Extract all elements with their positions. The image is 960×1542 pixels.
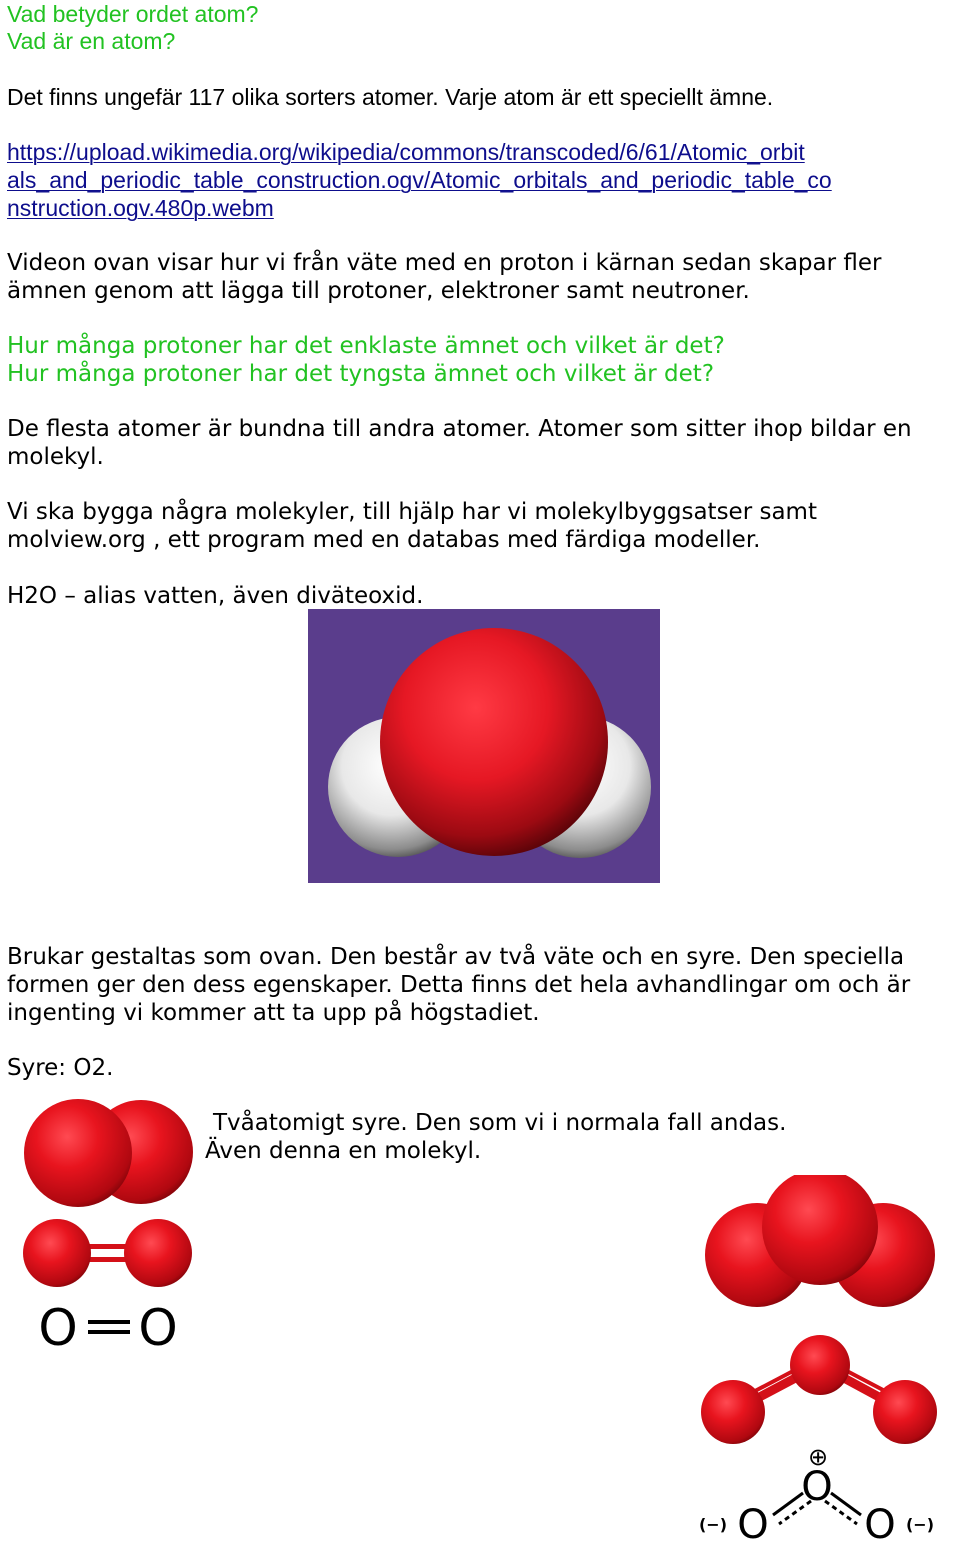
o3-formula-left-charge: (−) [698,1515,728,1534]
o3-structural-formula [699,1443,934,1542]
o3-ball-right [873,1380,937,1444]
video-link-line-2[interactable]: als_and_periodic_table_construction.ogv/Atomic_orbitals_and_periodic_table_co [7,167,832,193]
o3-formula-positive-charge: ⊕ [807,1443,829,1471]
build-paragraph-line-2: molview.org , ett program med en databas med färdiga modeller. [7,527,761,553]
o2-formula-right-o: O [138,1299,178,1357]
video-link-line-1[interactable]: https://upload.wikimedia.org/wikipedia/commons/transcoded/6/61/Atomic_orbit [7,139,805,165]
video-description-line-2: ämnen genom att lägga till protoner, elektroner samt neutroner. [7,278,750,304]
h2o-heading: H2O – alias vatten, även diväteoxid. [7,583,424,609]
o2-caption-line-1: Tvåatomigt syre. Den som vi i normala fall andas. [213,1110,787,1136]
question-simplest-element: Hur många protoner har det enklaste ämnet och vilket är det? [7,333,725,359]
o3-formula-center-o: O [801,1464,833,1510]
o2-ball-right [124,1219,192,1287]
video-link-line-3[interactable]: nstruction.ogv.480p.webm [7,195,274,221]
build-paragraph-line-1: Vi ska bygga några molekyler, till hjälp har vi molekylbyggsatser samt [7,499,817,525]
o3-formula-right-o: O [864,1502,896,1542]
o2-structural-formula [38,1299,177,1357]
question-what-is-atom: Vad är en atom? [7,28,176,54]
question-heaviest-element: Hur många protoner har det tyngsta ämnet och vilket är det? [7,361,715,387]
o2-heading: Syre: O2. [7,1055,114,1081]
o3-space-filling-model [705,1175,935,1307]
o2-ball-left [23,1219,91,1287]
o2-caption-line-2: Även denna en molekyl. [205,1138,482,1164]
h2o-description-line-2: formen ger den dess egenskaper. Detta finns det hela avhandlingar om och är [7,972,911,998]
o3-ball-and-stick-model [701,1335,937,1444]
o3-formula-left-o: O [737,1502,769,1542]
water-molecule-image [308,609,660,883]
h2o-description-line-1: Brukar gestaltas som ovan. Den består av två väte och en syre. Den speciella [7,944,905,970]
o2-space-filling-model [24,1099,193,1207]
o3-ball-left [701,1380,765,1444]
video-description-line-1: Videon ovan visar hur vi från väte med en proton i kärnan sedan skapar fler [7,250,882,276]
question-atom-word: Vad betyder ordet atom? [7,1,259,27]
o2-atom-left [24,1099,132,1207]
o2-molecule-figure [18,1095,203,1370]
oxygen-atom [380,628,608,856]
h2o-description-line-3: ingenting vi kommer att ta upp på högstadiet. [7,1000,540,1026]
o2-ball-and-stick-model [23,1219,192,1287]
o3-ball-center [790,1335,850,1395]
molecule-paragraph-line-1: De flesta atomer är bundna till andra atomer. Atomer som sitter ihop bildar en [7,416,912,442]
o2-formula-left-o: O [38,1299,78,1357]
o3-formula-right-charge: (−) [905,1515,935,1534]
intro-paragraph: Det finns ungefär 117 olika sorters atomer. Varje atom är ett speciellt ämne. [7,84,774,110]
molecule-paragraph-line-2: molekyl. [7,444,104,470]
o3-molecule-figure [695,1175,955,1542]
